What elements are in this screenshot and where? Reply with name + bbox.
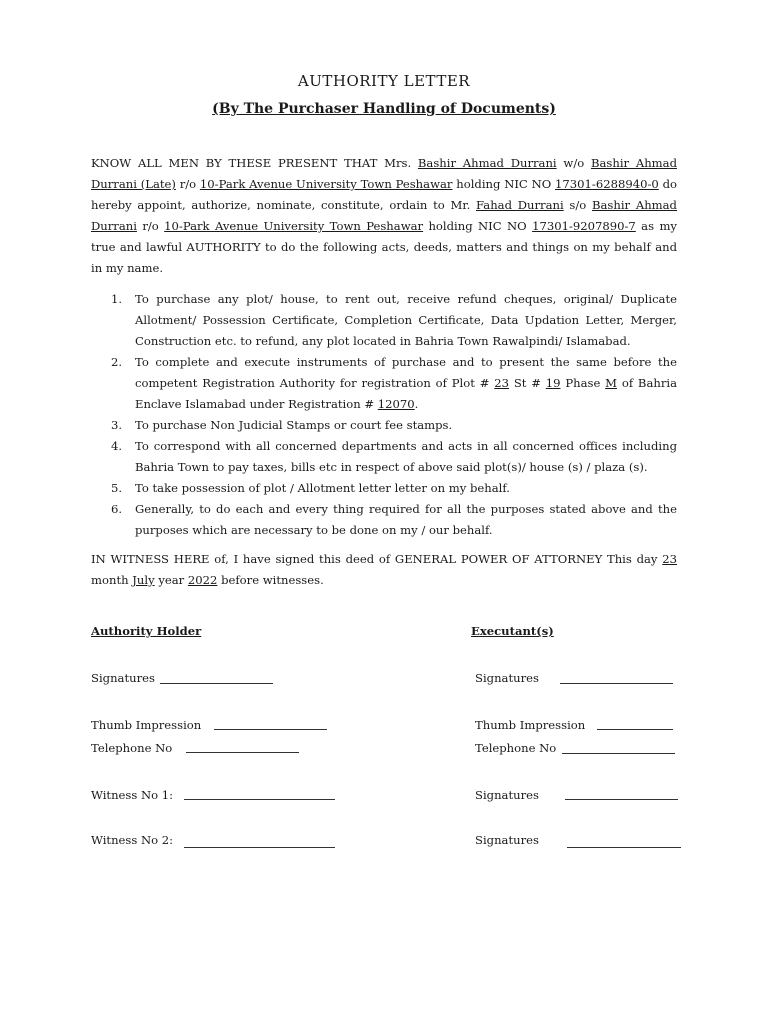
list-text: Generally, to do each and every thing required for all the purposes stated above and the purposes which are necessary to be done on my / our behalf. [135, 502, 677, 537]
list-text: To take possession of plot / Allotment letter letter on my behalf. [135, 481, 510, 495]
witness1-line[interactable] [184, 799, 335, 800]
list-item [91, 436, 677, 478]
list-text: To purchase Non Judicial Stamps or court fee stamps. [135, 418, 453, 432]
list-item [91, 415, 677, 436]
right-signatures-line[interactable] [560, 683, 673, 684]
right-signatures-label: Signatures [475, 671, 539, 685]
list-number: 6. [111, 502, 123, 516]
document-subtitle: (By The Purchaser Handling of Documents) [212, 101, 556, 117]
list-text: To correspond with all concerned departments and acts in all concerned offices including Bahria Town to pay taxes, bills etc in respect of above said plot(s)/ house (s) / plaza (s). [135, 439, 677, 474]
left-signatures-label: Signatures [91, 671, 155, 685]
witness-text: month [91, 573, 133, 587]
right-thumb-line[interactable] [597, 729, 673, 730]
list-number: 2. [111, 355, 123, 369]
witness-year: 2022 [187, 573, 218, 587]
agent-address: 10-Park Avenue University Town Peshawar [164, 219, 424, 233]
list-item [91, 478, 677, 499]
list-number: 5. [111, 481, 123, 495]
authority-holder-heading: Authority Holder [91, 624, 202, 638]
witness-text: year [154, 573, 188, 587]
agent-name: Fahad Durrani [476, 198, 564, 212]
right-telephone-line[interactable] [562, 753, 675, 754]
witness1-label: Witness No 1: [91, 788, 174, 802]
witness2-label: Witness No 2: [91, 833, 174, 847]
executant-heading: Executant(s) [471, 624, 554, 638]
list-number: 4. [111, 439, 123, 453]
intro-text: holding NIC NO [452, 177, 556, 191]
authority-list [91, 289, 677, 541]
intro-text: r/o [175, 177, 200, 191]
intro-text: holding NIC NO [423, 219, 533, 233]
right-signatures2-line[interactable] [565, 799, 678, 800]
list-text: of Bahria Enclave Islamabad under Registration # [135, 376, 677, 411]
plot-number: 23 [494, 376, 510, 390]
witness-month: July [132, 573, 155, 587]
witness-paragraph [91, 549, 677, 591]
principal-nic: 17301-6288940-0 [555, 177, 659, 191]
principal-address: 10-Park Avenue University Town Peshawar [199, 177, 453, 191]
left-thumb-label: Thumb Impression [91, 718, 202, 732]
list-number: 1. [111, 292, 123, 306]
left-telephone-line[interactable] [186, 752, 299, 753]
right-telephone-label: Telephone No [475, 741, 557, 755]
registration-number: 12070 [377, 397, 415, 411]
phase: M [605, 376, 618, 390]
intro-text: as my true and lawful AUTHORITY to do the following acts, deeds, matters and things on my behalf and in my name. [91, 219, 677, 275]
list-number: 3. [111, 418, 123, 432]
intro-text: KNOW ALL MEN BY THESE PRESENT THAT Mrs. [91, 156, 418, 170]
list-text: Phase [560, 376, 606, 390]
intro-text: s/o [563, 198, 592, 212]
intro-text: w/o [556, 156, 591, 170]
left-signatures-line[interactable] [160, 683, 273, 684]
agent-nic: 17301-9207890-7 [532, 219, 636, 233]
list-text: To purchase any plot/ house, to rent out, receive refund cheques, original/ Duplicate Allotment/ Possession Certificate, Completion Certificate, Data Updation Letter, Merger, Construction etc. to refund, any plot located in Bahria Town Rawalpindi/ Islamabad. [135, 292, 677, 348]
principal-name: Bashir Ahmad Durrani [417, 156, 557, 170]
witness-day: 23 [662, 552, 677, 566]
document-title: AUTHORITY LETTER [297, 72, 471, 90]
list-text: To complete and execute instruments of purchase and to present the same before the competent Registration Authority for registration of Plot # [135, 355, 677, 390]
list-text: St # [509, 376, 546, 390]
left-thumb-line[interactable] [214, 729, 327, 730]
intro-text: r/o [136, 219, 165, 233]
agent-father-name: Bashir Ahmad Durrani [91, 198, 677, 233]
husband-name: Bashir Ahmad Durrani (Late) [91, 156, 678, 191]
right-signatures2-label: Signatures [475, 788, 539, 802]
list-item [91, 352, 677, 415]
right-signatures3-line[interactable] [567, 847, 681, 848]
street-number: 19 [545, 376, 561, 390]
witness2-line[interactable] [184, 847, 335, 848]
list-item [91, 499, 677, 541]
intro-text: do hereby appoint, authorize, nominate, constitute, ordain to Mr. [91, 177, 677, 212]
list-text: . [414, 397, 419, 411]
intro-paragraph [91, 153, 677, 279]
witness-text: IN WITNESS HERE of, I have signed this deed of GENERAL POWER OF ATTORNEY This day [91, 552, 663, 566]
left-telephone-label: Telephone No [91, 741, 173, 755]
list-item [91, 289, 677, 352]
right-thumb-label: Thumb Impression [475, 718, 586, 732]
witness-text: before witnesses. [217, 573, 324, 587]
right-signatures3-label: Signatures [475, 833, 539, 847]
